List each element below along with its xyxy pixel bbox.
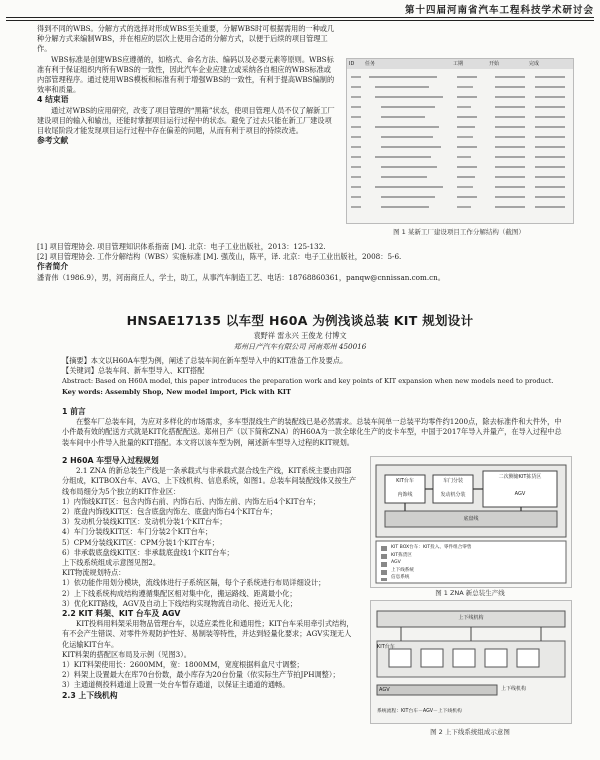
zna-label-engine: 发动机分装 bbox=[440, 492, 466, 498]
legend-item: 上下线系统 bbox=[391, 567, 414, 573]
conference-header: 第十四届河南省汽车工程科技学术研讨会 bbox=[404, 5, 594, 16]
figure1-caption: 图 1 某新工厂建设项目工作分解结构（截图） bbox=[393, 228, 525, 236]
logistics-item: 2）上下线系统构成结构遵循集配区相对集中化，搬运路线、距离最小化； bbox=[62, 588, 297, 598]
zone-item: 3）发动机分装线KIT区：发动机分装1个KIT台车； bbox=[62, 517, 227, 527]
conclusion-text: 通过对WBS的应用研究，改变了项目管理的“黑箱”状态，使项目管理人员不仅了解新工厂建设项目的输入和输出，还能时掌握项目运行过程中的状态。避免了过去只能在新工厂建设项目收尾阶段才能发现项目运行过程中存在偏差的问题，从而有利于项目的持续改进。 bbox=[37, 105, 335, 136]
article-affiliation: 郑州日产汽车有限公司 河南郑州 450016 bbox=[233, 342, 367, 351]
author-intro-text: 潘青伟（1986.9），男，河南商丘人，学士，助工，从事汽车制造工艺、电话：18768860361，panqw@cnnissan.com.cn。 bbox=[37, 272, 445, 282]
keywords-en: Key words: Assembly Shop, New model import, Pick with KIT bbox=[62, 387, 291, 396]
col-header: 完成 bbox=[529, 61, 540, 67]
schematic-label-cart: KIT台车 bbox=[377, 644, 395, 650]
section-2-heading: 2 H60A 车型导入过程规划 bbox=[62, 456, 159, 465]
wbs-table-rows bbox=[347, 69, 573, 221]
keywords-cn: 【关键词】总装车间、新车型导入、KIT搭配 bbox=[62, 366, 205, 376]
zna-label-door: 车门分装 bbox=[442, 478, 463, 484]
article-title: HNSAE17135 以车型 H60A 为例浅谈总装 KIT 规划设计 bbox=[126, 313, 474, 328]
rack-item: 2）料架上设置最大在库70台份数，最小库存为20台份量（依实际生产节拍JPH调整）； bbox=[62, 670, 340, 680]
section-23-heading: 2.3 上下线机构 bbox=[62, 690, 118, 700]
zone-item: 4）车门分装线KIT区：车门分装2个KIT台车； bbox=[62, 527, 213, 537]
legend-item: KIT拣货区 bbox=[391, 552, 412, 558]
col-header: 工期 bbox=[453, 61, 464, 67]
rack-intro: KIT料架的搭配区布局及示例（见图3）。 bbox=[62, 649, 191, 659]
paragraph: WBS标准是创建WBS应遵循的，如格式、命名方法、编码以及必要元素等原则。WBS标准有利于保证组织内所有WBS的一致性，因此汽车企业应建立或采纳各自相应的WBS标准或内部管理程序。通过使用WBS模板和标准有利于增强WBS的一致性，有利于提高WBS编制的效率和质量。 bbox=[37, 54, 335, 95]
zone-item: 1）内饰线KIT区：包含内饰右前、内饰右后、内饰左前、内饰左后4个KIT台车； bbox=[62, 496, 320, 506]
wbs-figure bbox=[346, 58, 574, 224]
references-list bbox=[37, 242, 567, 283]
references-heading: 参考文献 bbox=[37, 136, 69, 146]
section-21-text: 2.1 ZNA 的新总装生产线是一条承载式与非承载式混合线生产线，KIT系统主要由四部分组成，KITBOX台车、AVG、上下线机构、信息系统，如图1。总装车间装配线体又按生产线布局细分为5个独立的KIT作业区： bbox=[62, 466, 357, 496]
author-intro-heading: 作者简介 bbox=[37, 262, 69, 272]
zna-figure-caption: 图 1 ZNA 新总装生产线 bbox=[435, 589, 505, 597]
schematic-flow-note: 系统流程：KIT台车－AGV－上下线机构 bbox=[377, 709, 462, 714]
section-22-text: KIT投料用料架采用物品管理台车，以适应柔性化和通用性；KIT台车采用牵引式结构，有不会产生错误、对零件外观防护性好、易制装等特性，并达到轻量化要求；AGV实现无人化运输KIT台车。 bbox=[62, 619, 354, 649]
abstract-block bbox=[62, 356, 562, 397]
legend-item: 信息系统 bbox=[391, 575, 410, 581]
col-header: 任务 bbox=[365, 61, 376, 67]
zna-label-kit-cart: KIT台车 bbox=[396, 478, 414, 484]
zna-label-chassis: 底盘线 bbox=[463, 516, 479, 522]
zone-item: 6）非承载底盘线KIT区：非承载底盘线1个KIT台车； bbox=[62, 547, 234, 557]
zna-label-trim: 内饰线 bbox=[397, 492, 413, 498]
rack-item: 3）主通道侧投料通道上设置一处台车暂存通道，以保证主通道的通畅。 bbox=[62, 680, 290, 690]
figure2-caption: 图 2 上下线系统组成示意图 bbox=[430, 728, 510, 736]
zone-item: 2）底盘内饰线KIT区：包含底盘内饰左、底盘内饰右4个KIT台车； bbox=[62, 507, 277, 517]
top-left-column bbox=[37, 24, 335, 146]
conclusion-heading: 4 结束语 bbox=[37, 95, 69, 105]
zna-legend bbox=[391, 544, 563, 582]
section-1-heading: 1 前言 bbox=[62, 407, 86, 416]
section-1 bbox=[62, 407, 562, 448]
logistics-heading: KIT物流规划特点： bbox=[62, 568, 126, 578]
zna-line-figure bbox=[370, 456, 572, 588]
schematic-label-mechanism: 上下线机构 bbox=[501, 686, 527, 692]
zna-label-agv: AGV bbox=[514, 491, 526, 497]
col-header: ID bbox=[349, 61, 355, 67]
header-rule bbox=[6, 17, 594, 21]
reference-item: [1] 项目管理协会. 项目管理知识体系指南 [M]. 北京：电子工业出版社，2013：125-132. bbox=[37, 242, 326, 251]
flow-note: 上下线系统组成示意图见图2。 bbox=[62, 558, 161, 568]
logistics-item: 1）依功能作用划分模块，流线体进行子系统区隔，每个子系统进行布局详细设计； bbox=[62, 578, 326, 588]
paragraph: 得到不同的WBS。分解方式的选择对形成WBS至关重要，分解WBS时可根据需用的一种或几种分解方式来编制WBS，并在相应的层次上使用合适的分解方式，以便于后续的项目管理工作。 bbox=[37, 24, 335, 54]
zone-item: 5）CPM分装线KIT区：CPM分装1个KIT台车； bbox=[62, 537, 219, 547]
rack-item: 1）KIT料架使用长：2600MM，宽：1800MM，宽度根据料盒尺寸调整； bbox=[62, 660, 304, 670]
legend-item: AGV bbox=[391, 560, 401, 566]
schematic-label-agv: AGV bbox=[379, 687, 390, 693]
article-authors: 袁野祥 雷永兴 王俊龙 付博文 bbox=[253, 331, 347, 340]
system-schematic-figure bbox=[370, 600, 572, 724]
section-22-heading: 2.2 KIT 料架、KIT 台车及 AGV bbox=[62, 609, 181, 619]
legend-item: KIT BOX台车：KIT投入、零件组合零售 bbox=[391, 545, 472, 550]
abstract-cn: 【摘要】本文以H60A车型为例，阐述了总装车间在新车型导入中的KIT准备工作及要点。 bbox=[62, 356, 348, 365]
reference-item: [2] 项目管理协会. 工作分解结构（WBS）实施标准 [M]. 强茂山，陈平，译. 北京：电子工业出版社，2008：5-6. bbox=[37, 252, 402, 262]
logistics-item: 3）优化KIT路线，AGV及自动上下线结构实现物流自动化、接近无人化； bbox=[62, 598, 297, 608]
zna-label-storage: 二次侧储KIT拣货区 bbox=[498, 474, 542, 480]
section-1-text: 在整车厂总装车间，为应对多样化的市场需求，多车型混线生产的装配线已是必然需求。总装车间单一总装平均零件约1200点，除去标准件和大件外，中小件最有效的配送方式就是KIT化搭配配送。郑州日产（以下简称ZNA）的H60A为一款全球化生产的皮卡车型，中国于2017年导入并量产，在导入过程中总装车间中小件导入批量的KIT搭配。本文将以该车型为例，阐述新车型导入过程的KIT规划。 bbox=[62, 417, 562, 447]
abstract-en: Abstract: Based on H60A model, this paper introduces the preparation work and key points of KIT expansion when new models need to product. bbox=[62, 377, 554, 386]
schematic-label-top: 上下线机构 bbox=[458, 615, 484, 621]
left-column bbox=[62, 456, 357, 701]
col-header: 开始 bbox=[489, 61, 500, 67]
